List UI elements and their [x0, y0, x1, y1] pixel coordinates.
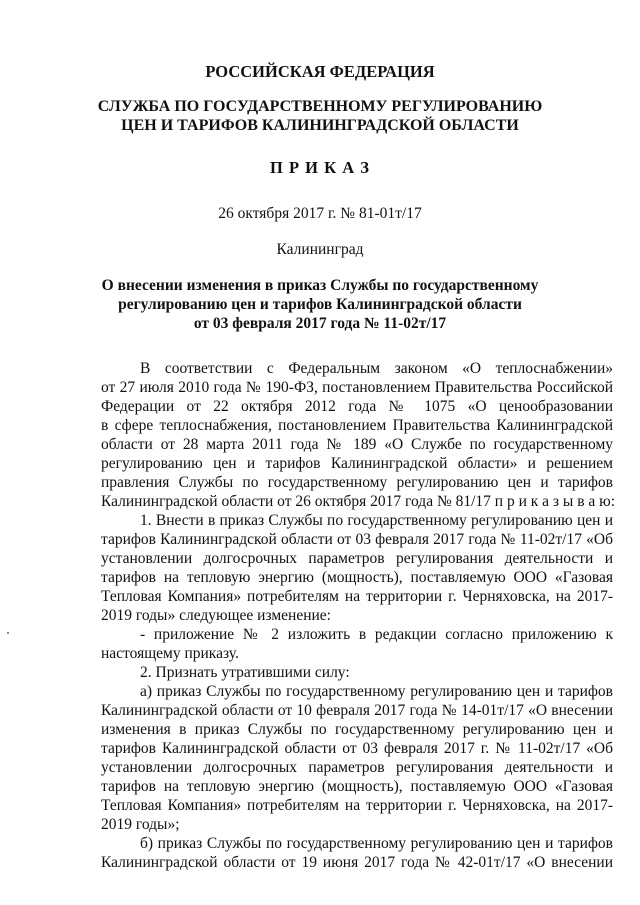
body-line: тарифов на тепловую энергию (мощность), поставляемую ООО «Газовая: [101, 778, 613, 795]
scan-speck: [7, 632, 9, 634]
body-line: Федерации от 22 октября 2012 года № 1075 «О ценообразовании: [101, 398, 613, 415]
body-line: Тепловая Компания» потребителям на территории г. Черняховска, на 2017-: [101, 797, 613, 814]
body-line: регулированию цен и тарифов Калининградской области» и решением: [101, 455, 613, 472]
body-line: б) приказ Службы по государственному регулированию цен и тарифов: [140, 835, 613, 852]
body-line: от 27 июля 2010 года № 190-ФЗ, постановлением Правительства Российской: [101, 379, 613, 396]
title-line2: регулированию цен и тарифов Калининградской области: [118, 296, 522, 313]
body-line: а) приказ Службы по государственному регулированию цен и тарифов: [140, 683, 613, 700]
body-line: тарифов Калининградской области от 03 февраля 2017 г. № 11-02т/17 «Об: [101, 740, 613, 757]
body-line: В соответствии с Федеральным законом «О теплоснабжении»: [140, 360, 613, 377]
body-line: 2019 годы»;: [101, 816, 180, 833]
body-line: Калининградской области от 19 июня 2017 года № 42-01т/17 «О внесении: [101, 854, 613, 871]
country-heading: РОССИЙСКАЯ ФЕДЕРАЦИЯ: [205, 62, 435, 81]
body-line: 2. Признать утратившими силу:: [140, 664, 350, 681]
title-line3: от 03 февраля 2017 года № 11-02т/17: [193, 315, 447, 332]
doc-type-heading: П Р И К А З: [270, 158, 370, 177]
body-line: области от 28 марта 2011 года № 189 «О Службе по государственному: [101, 436, 613, 453]
body-line: установлении долгосрочных параметров регулирования деятельности и: [101, 759, 613, 776]
body-line: установлении долгосрочных параметров регулирования деятельности и: [101, 550, 613, 567]
body-line: тарифов Калининградской области от 03 февраля 2017 года № 11-02т/17 «Об: [101, 531, 613, 548]
body-line: - приложение № 2 изложить в редакции согласно приложению к: [140, 626, 613, 643]
body-line: тарифов на тепловую энергию (мощность), поставляемую ООО «Газовая: [101, 569, 613, 586]
agency-heading-line2: ЦЕН И ТАРИФОВ КАЛИНИНГРАДСКОЙ ОБЛАСТИ: [121, 117, 519, 134]
body-line: 2019 годы» следующее изменение:: [101, 607, 331, 624]
body-line: в сфере теплоснабжения, постановлением Правительства Калининградской: [101, 417, 613, 434]
body-line: Калининградской области от 10 февраля 2017 года № 14-01т/17 «О внесении: [101, 702, 613, 719]
city: Калининград: [276, 241, 364, 258]
title-line1: О внесении изменения в приказ Службы по государственному: [101, 277, 539, 294]
body-line: правления Службы по государственному регулированию цен и тарифов: [101, 474, 613, 491]
body-line: Тепловая Компания» потребителям на территории г. Черняховска, на 2017-: [101, 588, 613, 605]
body-line: настоящему приказу.: [101, 645, 239, 662]
agency-heading-line1: СЛУЖБА ПО ГОСУДАРСТВЕННОМУ РЕГУЛИРОВАНИЮ: [97, 98, 543, 115]
body-line: 1. Внести в приказ Службы по государственному регулированию цен и: [140, 512, 613, 529]
date-number: 26 октября 2017 г. № 81-01т/17: [218, 205, 422, 222]
body-line: изменения в приказ Службы по государственному регулированию цен и: [101, 721, 613, 738]
body-line: Калининградской области от 26 октября 2017 года № 81/17 п р и к а з ы в а ю:: [101, 493, 616, 510]
